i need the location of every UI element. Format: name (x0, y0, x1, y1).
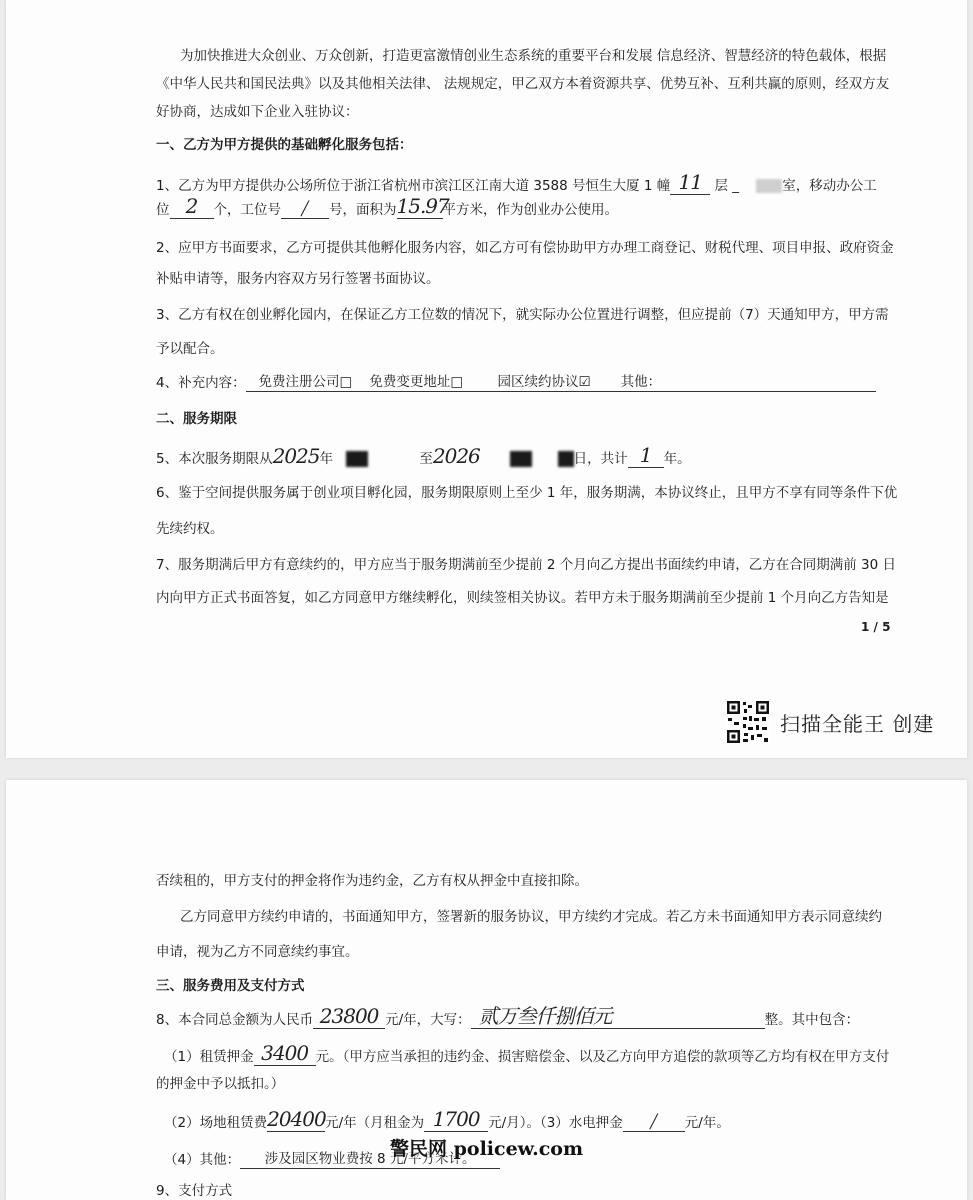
redacted-end-month (510, 451, 532, 467)
area-suffix: 平方米，作为创业办公使用。 (442, 202, 618, 218)
station-no-label: 个，工位号 (213, 202, 281, 218)
other-fees-label: （4）其他： (164, 1152, 241, 1168)
clause-3-line-1: 3、乙方有权在创业孵化园内，在保证乙方工位数的情况下，就实际办公位置进行调整，但应提前（7）天通知甲方，甲方需 (156, 307, 889, 323)
floor-value: 11 (678, 170, 702, 194)
clause-9-partial: 9、支付方式 (156, 1183, 233, 1199)
page2-line-2: 乙方同意甲方续约申请的，书面通知甲方，签署新的服务协议，甲方续约才完成。若乙方未书面通知甲方表示同意续约 (180, 909, 882, 925)
utility-deposit-label: 元/月）。（3）水电押金 (488, 1115, 623, 1131)
clause-4 (156, 373, 876, 392)
utility-deposit-field: ╱ (623, 1113, 685, 1132)
rent-line (164, 1107, 730, 1132)
option-other: 其他： (620, 374, 662, 390)
clause-2-line-1: 2、应甲方书面要求，乙方可提供其他孵化服务内容，如乙方可有偿协助甲方办理工商登记、财税代理、项目申报、政府资金 (156, 240, 894, 256)
floor-unit: 层 (714, 178, 728, 194)
clause-1-seat-label: 位 (156, 202, 170, 218)
floor-field (670, 170, 710, 195)
to-label: 至 (419, 451, 433, 467)
amount-words-suffix: 整。其中包含： (764, 1012, 860, 1028)
start-year: 2025 (272, 444, 320, 468)
rent-label: （2）场地租赁费 (164, 1115, 268, 1131)
page-number: 1 / 5 (861, 620, 891, 634)
deposit-label: （1）租赁押金 (164, 1049, 254, 1065)
redacted-end-day (558, 451, 574, 467)
clause-5 (156, 443, 691, 468)
page2-line-1: 否续租的，甲方支付的押金将作为违约金，乙方有权从押金中直接扣除。 (156, 873, 588, 889)
monthly-rent-value: 1700 (432, 1107, 480, 1131)
qr-code-icon (726, 700, 770, 744)
deposit-line-1 (164, 1041, 890, 1066)
scanner-watermark (726, 700, 934, 744)
scanner-label: 扫描全能王 创建 (780, 711, 935, 736)
option-free-address-change: 免费变更地址□ (369, 374, 464, 390)
total-amount-field (313, 1004, 385, 1029)
clause-6-line-1: 6、鉴于空间提供服务属于创业项目孵化园，服务期限原则上至少 1 年，服务期满，本协议终止，且甲方不享有同等条件下优 (156, 485, 898, 501)
total-label: 日，共计 (573, 451, 628, 467)
amount-words-label: 元/年，大写： (385, 1012, 471, 1028)
amount-words-value: 贰万叁仟捌佰元 (478, 1004, 612, 1028)
clause-4-label: 4、补充内容： (156, 375, 246, 391)
intro-line-1: 为加快推进大众创业、万众创新，打造更富激情创业生态系统的重要平台和发展 信息经济、智慧经济的特色载体，根据 (180, 48, 887, 64)
section-heading-2: 二、服务期限 (156, 411, 237, 427)
deposit-line-2: 的押金中予以抵扣。） (156, 1076, 285, 1092)
total-amount-value: 23800 (319, 1004, 379, 1028)
monthly-rent-label: 元/年（月租金为 (325, 1115, 425, 1131)
clause-7-line-2: 内向甲方正式书面答复，如乙方同意甲方继续孵化，则续签相关协议。若甲方未于服务期满前至少提前 1 个月向乙方告知是 (156, 590, 889, 606)
monthly-rent-field (424, 1107, 488, 1132)
rent-value: 20400 (267, 1107, 326, 1131)
site-watermark: 警民网 policew.com (390, 1138, 584, 1160)
clause-1-prefix: 1、乙方为甲方提供办公场所位于浙江省杭州市滨江区江南大道 3588 号恒生大厦 1 幢 (156, 178, 671, 194)
area-label: 号，面积为 (329, 202, 397, 218)
redacted-start-date (346, 451, 368, 467)
clause-1-line-2 (156, 194, 618, 219)
amount-words-field (471, 1004, 765, 1029)
area-field (396, 194, 449, 219)
other-fees-value: 涉及园区物业费按 8 元/平方米计。 (264, 1151, 476, 1167)
clause-8 (156, 1004, 860, 1029)
station-no-field: ╱ (281, 200, 329, 219)
rent-field (267, 1107, 326, 1132)
stations-field (170, 194, 214, 219)
years-value: 1 (639, 443, 652, 467)
document-page-1 (6, 0, 967, 758)
clause-5-prefix: 5、本次服务期限从 (156, 451, 273, 467)
years-field (628, 443, 664, 468)
utility-deposit-unit: 元/年。 (684, 1115, 730, 1131)
redacted-room (756, 179, 782, 193)
intro-line-2: 《中华人民共和国民法典》以及其他相关法律、 法规规定，甲乙双方本着资源共享、优势互补、互利共赢的原则，经双方友 (156, 76, 890, 92)
clause-3-line-2: 予以配合。 (156, 341, 224, 357)
option-renewal-agreement: 园区续约协议☑ (497, 374, 591, 390)
section-heading-3: 三、服务费用及支付方式 (156, 978, 305, 994)
area-value: 15.97 (396, 194, 449, 218)
section-heading-1: 一、乙方为甲方提供的基础孵化服务包括： (156, 137, 413, 153)
stations-value: 2 (185, 194, 198, 218)
clause-7-line-1: 7、服务期满后甲方有意续约的，甲方应当于服务期满前至少提前 2 个月向乙方提出书面续约申请，乙方在合同期满前 30 日 (156, 557, 897, 573)
clause-1-line-1: 1、乙方为甲方提供办公场所位于浙江省杭州市滨江区江南大道 3588 号恒生大厦 1 幢 11 层 _ 室，移动办公工 (156, 170, 877, 194)
years-unit: 年。 (663, 451, 691, 467)
room-unit: 室，移动办公工 (782, 178, 877, 194)
clause-6-line-2: 先续约权。 (156, 521, 224, 537)
total-amount-label: 8、本合同总金额为人民币 (156, 1012, 314, 1028)
start-year-unit: 年 (319, 451, 333, 467)
deposit-field (254, 1041, 316, 1066)
intro-line-3: 好协商，达成如下企业入驻协议： (156, 104, 359, 120)
end-year: 2026 (432, 444, 480, 468)
deposit-value: 3400 (261, 1041, 309, 1065)
option-free-registration: 免费注册公司□ (258, 374, 353, 390)
supplement-field (246, 373, 876, 392)
page2-line-3: 申请，视为乙方不同意续约事宜。 (156, 944, 359, 960)
clause-2-line-2: 补贴申请等，服务内容双方另行签署书面协议。 (156, 271, 440, 287)
deposit-terms: 元。（甲方应当承担的违约金、损害赔偿金、以及乙方向甲方追偿的款项等乙方均有权在甲方支付 (315, 1049, 890, 1065)
